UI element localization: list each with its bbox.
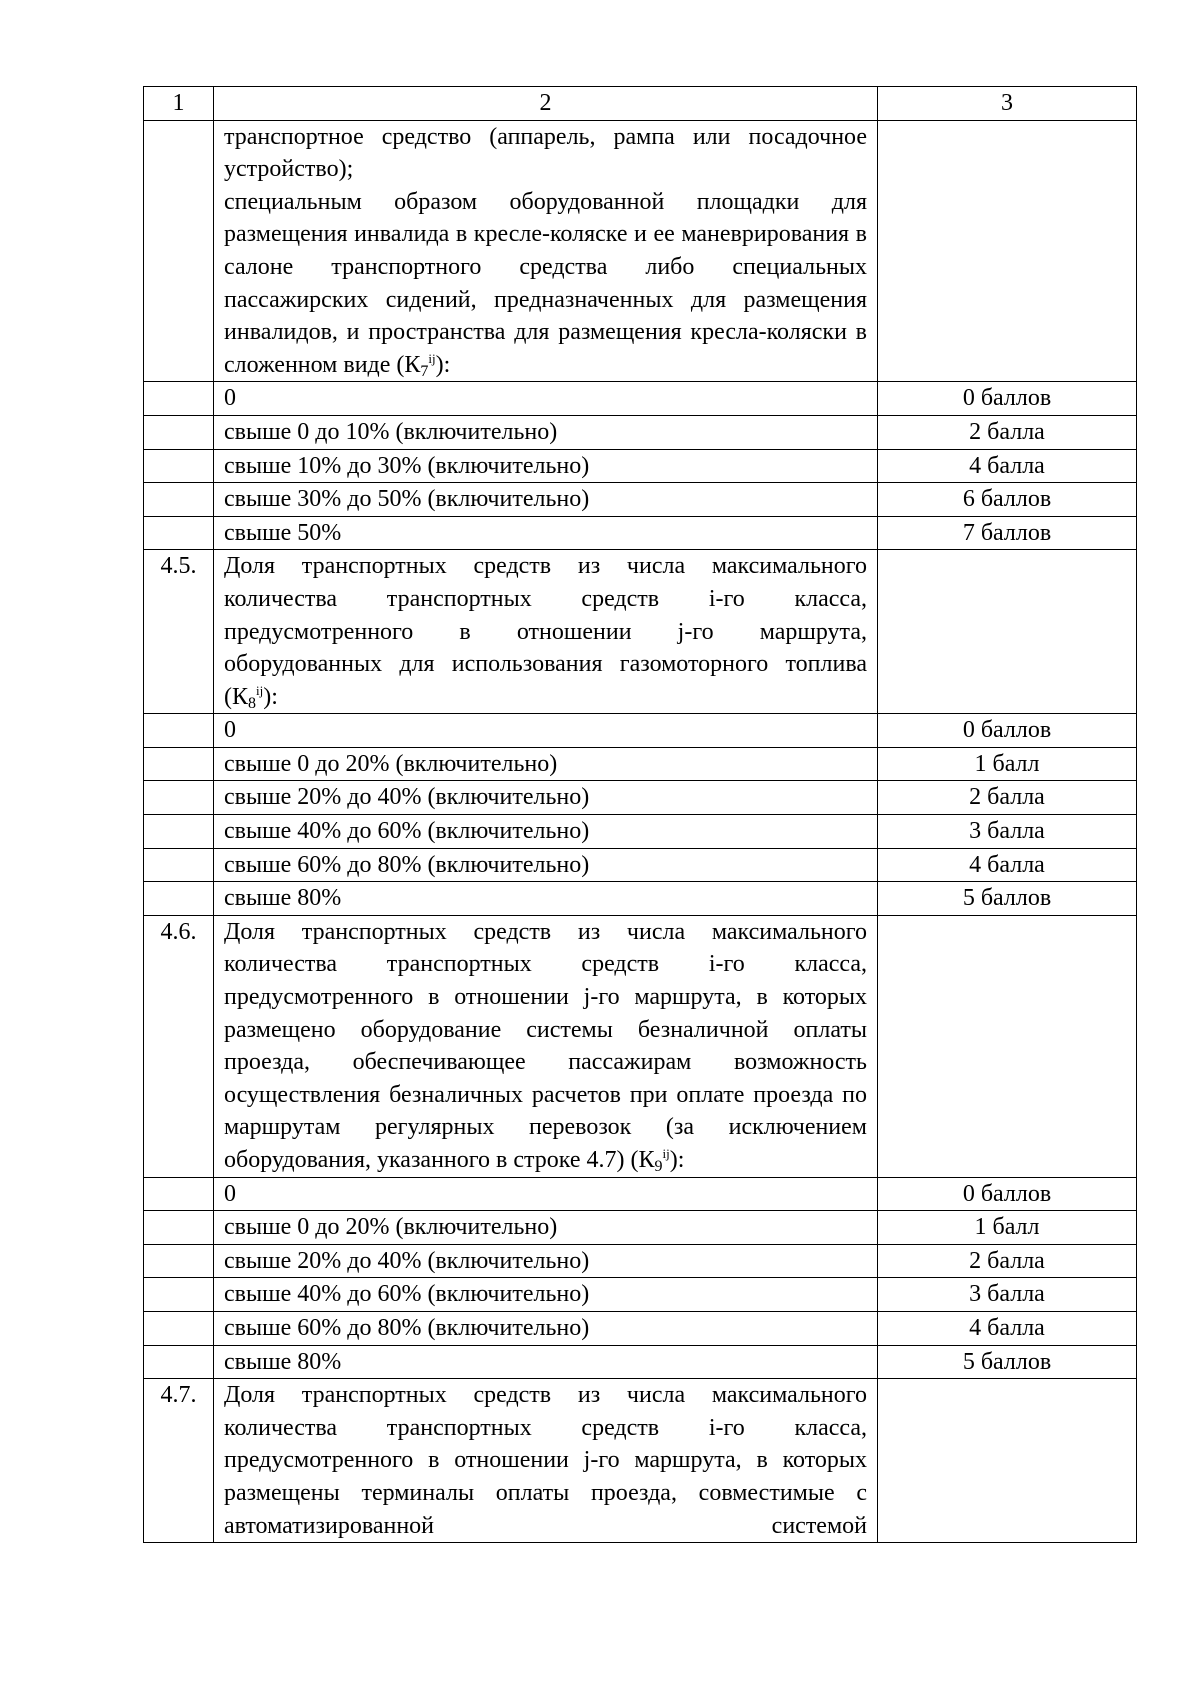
s45-text-post: ): xyxy=(263,683,278,710)
score-cell: 4 балла xyxy=(878,1311,1137,1345)
score-cell: 5 баллов xyxy=(878,1345,1137,1379)
s46-superscript: ij xyxy=(662,1146,670,1161)
score-cell-empty xyxy=(878,120,1137,382)
row-number xyxy=(144,1244,214,1278)
row-number xyxy=(144,815,214,849)
header-col-1: 1 xyxy=(144,87,214,121)
s45-superscript: ij xyxy=(256,682,264,698)
score-cell: 4 балла xyxy=(878,449,1137,483)
table-row xyxy=(144,1244,1137,1278)
range-cell: свыше 10% до 30% (включительно) xyxy=(214,449,878,483)
score-cell: 0 баллов xyxy=(878,714,1137,748)
criterion-text-4-7 xyxy=(214,1379,878,1543)
k7-superscript: ij xyxy=(428,350,436,366)
range-cell: свыше 20% до 40% (включительно) xyxy=(214,1244,878,1278)
row-number xyxy=(144,882,214,916)
row-number xyxy=(144,516,214,550)
criterion-paragraph xyxy=(224,916,867,1177)
row-number xyxy=(144,747,214,781)
header-col-3: 3 xyxy=(878,87,1137,121)
score-cell: 2 балла xyxy=(878,1244,1137,1278)
row-number xyxy=(144,449,214,483)
criterion-text-4-5 xyxy=(214,550,878,714)
score-cell: 4 балла xyxy=(878,848,1137,882)
score-cell-empty xyxy=(878,550,1137,714)
table-row-4-5 xyxy=(144,550,1137,714)
row-number xyxy=(144,781,214,815)
score-cell-empty xyxy=(878,915,1137,1177)
table-header-row xyxy=(144,87,1137,121)
table-row xyxy=(144,1311,1137,1345)
score-cell: 0 баллов xyxy=(878,1177,1137,1211)
s45-subscript: 8 xyxy=(248,694,256,712)
table-row xyxy=(144,1211,1137,1245)
k7-paragraph-2 xyxy=(224,186,867,382)
table-row xyxy=(144,483,1137,517)
score-cell: 6 баллов xyxy=(878,483,1137,517)
table-row xyxy=(144,516,1137,550)
table-row-k7-text xyxy=(144,120,1137,382)
header-col-2: 2 xyxy=(214,87,878,121)
table-row xyxy=(144,1177,1137,1211)
range-cell: свыше 60% до 80% (включительно) xyxy=(214,1311,878,1345)
score-cell: 1 балл xyxy=(878,1211,1137,1245)
range-cell: свыше 0 до 20% (включительно) xyxy=(214,747,878,781)
s46-text-pre: Доля транспортных средств из числа максимального количества транспортных средств i-го класса, предусмотренного в отношении j-го маршрута, в которых размещено оборудование системы безналичной оплаты проезда, обеспечивающее пассажирам возможность осуществления безналичных расчетов при оплате проезда по маршрутам регулярных перевозок (за исключением оборудования, указанного в строке 4.7) (К xyxy=(224,918,867,1173)
range-cell: свыше 0 до 20% (включительно) xyxy=(214,1211,878,1245)
row-number xyxy=(144,120,214,382)
range-cell: свыше 20% до 40% (включительно) xyxy=(214,781,878,815)
table-row xyxy=(144,1345,1137,1379)
range-cell: свыше 80% xyxy=(214,1345,878,1379)
row-number xyxy=(144,415,214,449)
row-number xyxy=(144,483,214,517)
range-cell: 0 xyxy=(214,1177,878,1211)
k7-paragraph-1: транспортное средство (аппарель, рампа или посадочное устройство); xyxy=(224,123,867,183)
table-row xyxy=(144,415,1137,449)
score-cell: 1 балл xyxy=(878,747,1137,781)
range-cell: свыше 50% xyxy=(214,516,878,550)
s46-text-post: ): xyxy=(669,1147,685,1173)
row-number xyxy=(144,1211,214,1245)
row-number: 4.7. xyxy=(144,1379,214,1543)
score-cell: 3 балла xyxy=(878,1278,1137,1312)
range-cell: свыше 40% до 60% (включительно) xyxy=(214,1278,878,1312)
criterion-text-k7 xyxy=(214,120,878,382)
score-cell: 3 балла xyxy=(878,815,1137,849)
k7-subscript: 7 xyxy=(420,362,429,380)
table-row-4-6 xyxy=(144,915,1137,1177)
table-row xyxy=(144,781,1137,815)
criterion-text-4-6 xyxy=(214,915,878,1177)
score-cell: 7 баллов xyxy=(878,516,1137,550)
row-number: 4.6. xyxy=(144,915,214,1177)
table-row xyxy=(144,1278,1137,1312)
score-cell-empty xyxy=(878,1379,1137,1543)
table-row xyxy=(144,449,1137,483)
table-row xyxy=(144,815,1137,849)
range-cell: свыше 40% до 60% (включительно) xyxy=(214,815,878,849)
range-cell: 0 xyxy=(214,714,878,748)
range-cell: свыше 0 до 10% (включительно) xyxy=(214,415,878,449)
k7-text-pre: специальным образом оборудованной площадки для размещения инвалида в кресле-коляске и ее маневрирования в салоне транспортного средства либо специальных пассажирских сидений, предназначенных для размещения инвалидов, и пространства для размещения кресла-коляски в сложенном виде (К xyxy=(224,188,867,378)
score-cell: 2 балла xyxy=(878,415,1137,449)
row-number xyxy=(144,1177,214,1211)
row-number: 4.5. xyxy=(144,550,214,714)
table-row xyxy=(144,747,1137,781)
table-row xyxy=(144,714,1137,748)
score-cell: 0 баллов xyxy=(878,382,1137,416)
criterion-paragraph: Доля транспортных средств из числа максимального количества транспортных средств i-го класса, предусмотренного в отношении j-го маршрута, в которых размещены терминалы оплаты проезда, совместимые с автоматизированной системой xyxy=(224,1382,867,1539)
score-cell: 5 баллов xyxy=(878,882,1137,916)
criteria-table xyxy=(143,86,1137,1543)
range-cell: свыше 80% xyxy=(214,882,878,916)
score-cell: 2 балла xyxy=(878,781,1137,815)
range-cell: свыше 30% до 50% (включительно) xyxy=(214,483,878,517)
row-number xyxy=(144,1278,214,1312)
table-row xyxy=(144,882,1137,916)
row-number xyxy=(144,1345,214,1379)
table-row xyxy=(144,382,1137,416)
range-cell: свыше 60% до 80% (включительно) xyxy=(214,848,878,882)
s46-subscript: 9 xyxy=(654,1158,663,1175)
table-row-4-7 xyxy=(144,1379,1137,1543)
row-number xyxy=(144,382,214,416)
criterion-paragraph xyxy=(224,550,867,713)
table-row xyxy=(144,848,1137,882)
row-number xyxy=(144,1311,214,1345)
k7-text-post: ): xyxy=(435,351,451,378)
row-number xyxy=(144,848,214,882)
range-cell: 0 xyxy=(214,382,878,416)
s45-text-pre: Доля транспортных средств из числа максимального количества транспортных средств i-го класса, предусмотренного в отношении j-го маршрута, оборудованных для использования газомоторного топлива (К xyxy=(224,553,867,710)
row-number xyxy=(144,714,214,748)
